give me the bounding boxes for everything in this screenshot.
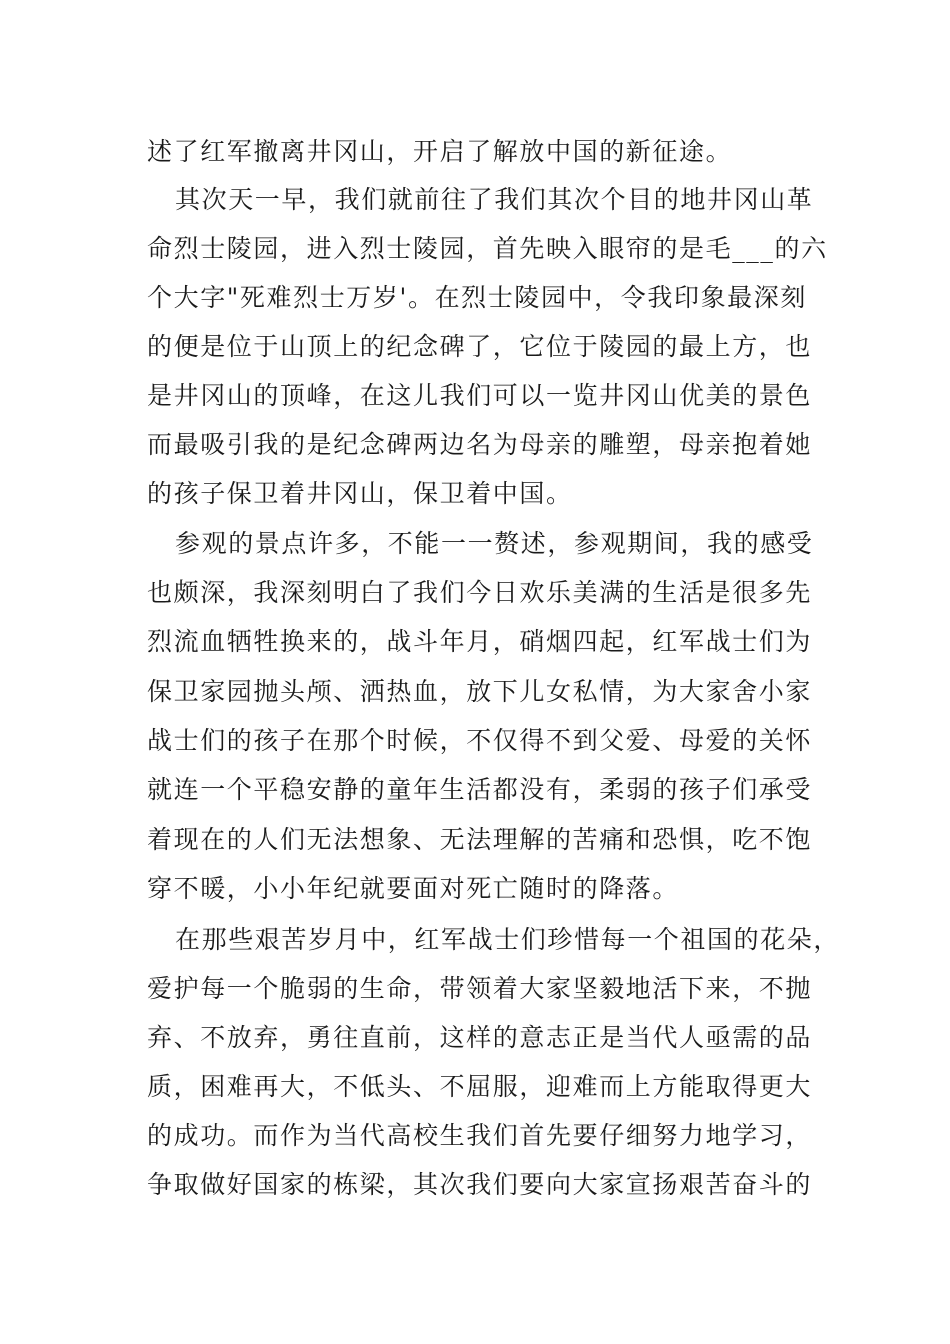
text-line: 的便是位于山顶上的纪念碑了，它位于陵园的最上方，也 [147, 332, 813, 361]
text-line: 烈流血牺牲换来的，战斗年月，硝烟四起，红军战士们为 [147, 627, 813, 656]
text-line: 质，困难再大，不低头、不屈服，迎难而上方能取得更大 [147, 1072, 813, 1101]
text-line: 争取做好国家的栋梁，其次我们要向大家宣扬艰苦奋斗的 [147, 1170, 813, 1199]
text-line: 着现在的人们无法想象、无法理解的苦痛和恐惧，吃不饱 [147, 825, 813, 854]
text-line: 就连一个平稳安静的童年生活都没有，柔弱的孩子们承受 [147, 775, 813, 804]
paragraph-start-line: 参观的景点许多，不能一一赘述，参观期间，我的感受 [175, 529, 814, 558]
text-line: 弃、不放弃，勇往直前，这样的意志正是当代人亟需的品 [147, 1023, 813, 1052]
paragraph-start-line: 其次天一早，我们就前往了我们其次个目的地井冈山革 [175, 185, 814, 214]
text-line: 战士们的孩子在那个时候，不仅得不到父爱、母爱的关怀 [147, 726, 813, 755]
text-line: 穿不暖，小小年纪就要面对死亡随时的降落。 [147, 874, 680, 903]
text-line: 个大字"死难烈士万岁'。在烈士陵园中，令我印象最深刻 [147, 283, 807, 312]
text-line: 也颇深，我深刻明白了我们今日欢乐美满的生活是很多先 [147, 578, 813, 607]
text-line: 爱护每一个脆弱的生命，带领着大家坚毅地活下来，不抛 [147, 974, 813, 1003]
text-line: 保卫家园抛头颅、洒热血，放下儿女私情，为大家舍小家 [147, 677, 813, 706]
paragraph-start-line: 在那些艰苦岁月中，红军战士们珍惜每一个祖国的花朵， [175, 925, 841, 954]
text-line: 的孩子保卫着井冈山，保卫着中国。 [147, 479, 573, 508]
text-line: 述了红军撤离井冈山，开启了解放中国的新征途。 [147, 137, 733, 166]
text-line: 命烈士陵园，进入烈士陵园，首先映入眼帘的是毛___的六 [147, 234, 828, 263]
text-line: 的成功。而作为当代高校生我们首先要仔细努力地学习， [147, 1121, 813, 1150]
text-line: 是井冈山的顶峰，在这儿我们可以一览井冈山优美的景色 [147, 381, 813, 410]
text-line: 而最吸引我的是纪念碑两边名为母亲的雕塑，母亲抱着她 [147, 430, 813, 459]
